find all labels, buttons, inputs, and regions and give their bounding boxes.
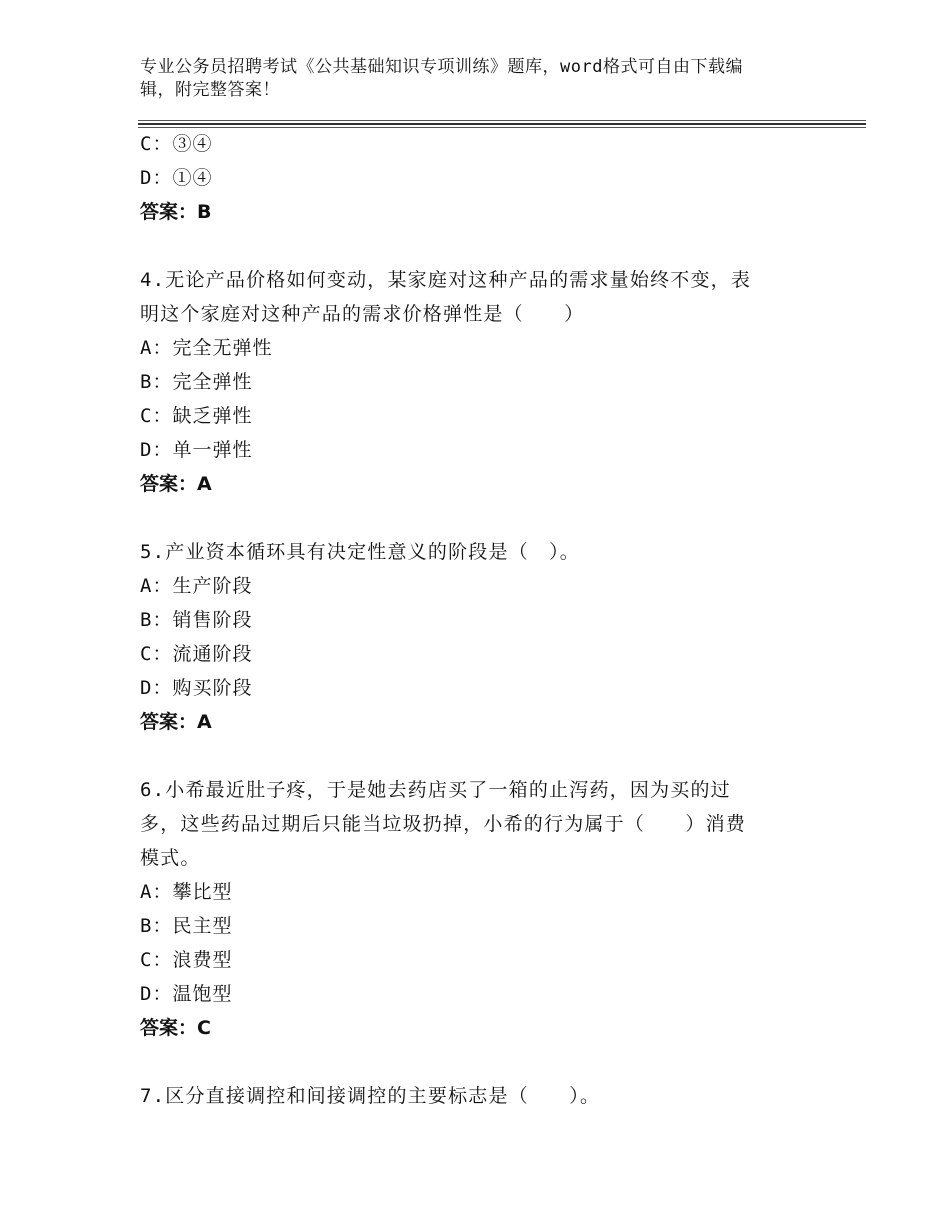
header-divider-middle <box>138 123 866 125</box>
answer-label: 答案：A <box>140 711 212 733</box>
question-text-line: 模式。 <box>140 847 201 869</box>
question-list <box>140 127 800 1113</box>
option-c: C：浪费型 <box>140 949 233 971</box>
option-d: D：温饱型 <box>140 983 233 1005</box>
option-d: D：①④ <box>140 167 213 189</box>
option-a: A：生产阶段 <box>140 575 253 597</box>
question-7 <box>140 1079 800 1113</box>
option-d: D：单一弹性 <box>140 439 253 461</box>
option-d: D：购买阶段 <box>140 677 253 699</box>
option-a: A：攀比型 <box>140 881 233 903</box>
spacer <box>140 229 800 263</box>
option-c: C：流通阶段 <box>140 643 253 665</box>
question-6 <box>140 773 800 1045</box>
question-text-line: 多，这些药品过期后只能当垃圾扔掉，小希的行为属于（ ）消费 <box>140 813 747 835</box>
option-a: A：完全无弹性 <box>140 337 273 359</box>
option-c: C：缺乏弹性 <box>140 405 253 427</box>
question-fragment <box>140 127 800 229</box>
spacer <box>140 739 800 773</box>
option-b: B：民主型 <box>140 915 233 937</box>
answer-label: 答案：A <box>140 473 212 495</box>
document-header <box>140 56 800 102</box>
question-text-line: 明这个家庭对这种产品的需求价格弹性是（ ） <box>140 303 585 325</box>
spacer <box>140 501 800 535</box>
question-text-line: 5.产业资本循环具有决定性意义的阶段是（ ）。 <box>140 541 580 563</box>
question-text-line: 7.区分直接调控和间接调控的主要标志是（ ）。 <box>140 1085 601 1107</box>
answer-label: 答案：B <box>140 201 212 223</box>
header-title-line-1: 专业公务员招聘考试《公共基础知识专项训练》题库，word格式可自由下载编 <box>140 57 743 77</box>
question-5 <box>140 535 800 739</box>
question-text-line: 4.无论产品价格如何变动，某家庭对这种产品的需求量始终不变，表 <box>140 269 752 291</box>
option-b: B：销售阶段 <box>140 609 253 631</box>
spacer <box>140 1045 800 1079</box>
header-divider-top <box>138 120 866 121</box>
answer-label: 答案：C <box>140 1017 211 1039</box>
question-4 <box>140 263 800 501</box>
question-text-line: 6.小希最近肚子疼，于是她去药店买了一箱的止泻药，因为买的过 <box>140 779 731 801</box>
header-title-line-2: 辑，附完整答案！ <box>140 80 280 100</box>
option-b: B：完全弹性 <box>140 371 253 393</box>
option-c: C：③④ <box>140 133 213 155</box>
